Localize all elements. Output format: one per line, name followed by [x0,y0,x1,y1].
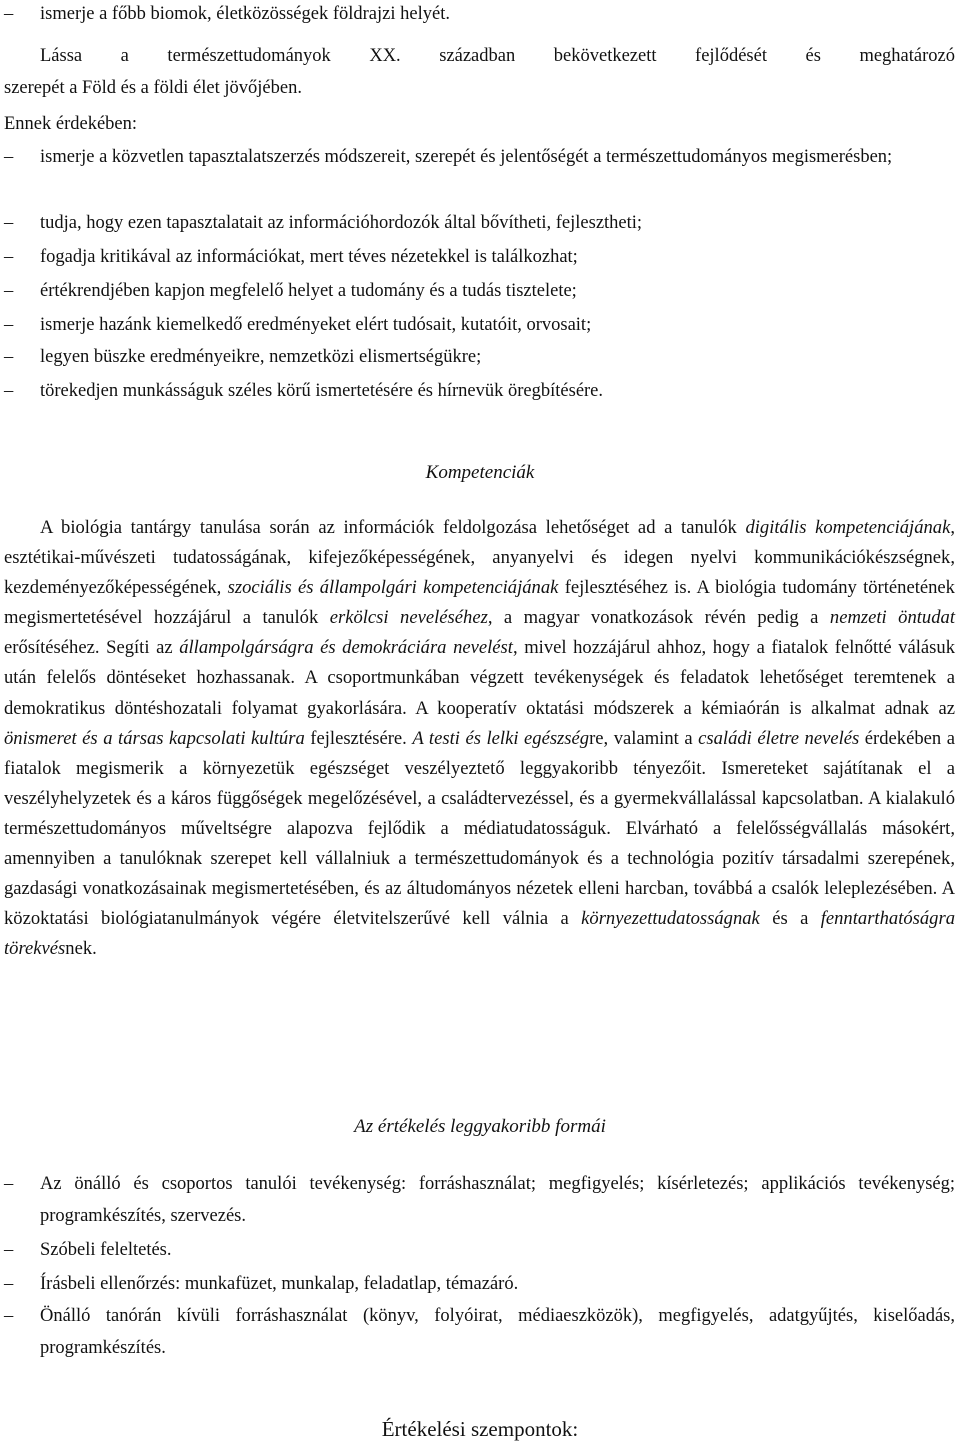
goal-text: fogadja kritikával az információkat, mert téves nézetekkel is találkozhat; [40,247,578,267]
goal-text: ismerje a közvetlen tapasztalatszerzés módszereit, szerepét és jelentőségét a természettudományos megismerésben; [40,147,893,167]
list-item-text: ismerje a főbb biomok, életközösségek földrajzi helyét. [40,4,450,24]
assessment-item [0,1168,955,1232]
emphasis-text: erkölcsi neveléséhez [329,607,488,629]
goal-item [0,141,955,173]
assessment-text: Önálló tanórán kívüli forráshasználat (könyv, folyóirat, médiaeszközök), megfigyelés, adatgyűjtés, kiselőadás, programkészítés. [40,1306,955,1358]
goal-text: törekedjen munkásságuk széles körű ismertetésére és hírnevük öregbítésére. [40,381,604,401]
paragraph-text: fejlesztésére. [304,727,413,749]
dash: – [4,247,14,267]
dash: – [4,147,14,167]
paragraph-text: , mivel hozzájárul ahhoz, hogy a fiatalok felnőtté válásuk után felelős döntéseket hozhassanak. A csoportmunkában végzett tevékenységek és feladatok lehetőséget teremtenek a demokratikus döntéshozatali folyamat gyakorlására. A kooperatív oktatási módszerek a kémiaórán is alkalmat adnak az [4,637,955,719]
goal-item [0,275,955,307]
goal-item [0,241,955,273]
emphasis-text: családi életre nevelés [698,727,860,749]
assessment-text: Szóbeli feleltetés. [40,1240,172,1260]
emphasis-text: önismeret és a társas kapcsolati kultúra [4,727,305,749]
paragraph-text: érdekében a fiatalok megismerik a környezetük egészséget veszélyeztető leggyakoribb tényezőit. Ismereteket sajátítanak el a veszélyhelyzetek és a káros függőségek megelőzésével, a családtervezéssel, és a gyermekvállalással kapcsolatban. A kialakuló természettudományos műveltségre alapozva fejlődik a médiatudatosságuk. Elvárható a felelősségvállalás másokért, amennyiben a tanulóknak szerepet kell vállalniuk a természettudományok és a technológia pozitív társadalmi szerepének, gazdasági vonatkozásainak megismertetésében, és az áltudományos nézetek elleni harcban, továbbá a csalók leleplezésében. A közoktatási biológiatanulmányok végére életvitelszerűvé kell válnia a [4,727,955,930]
paragraph-text: erősítéséhez. Segíti az [4,637,180,659]
emphasis-text: nemzeti öntudat [829,607,955,629]
paragraph-text: nek. [65,938,97,960]
goal-text: értékrendjében kapjon megfelelő helyet a tudomány és a tudás tisztelete; [40,281,577,301]
dash: – [4,1174,14,1194]
assessment-item [0,1268,955,1300]
emphasis-text: fenntarthatóságra törekvés [4,908,956,960]
intro-line-1: Lássa a természettudományok XX. században bekövetkezett fejlődését és meghatározó [40,46,955,66]
dash: – [4,213,14,233]
goal-item [0,207,955,239]
goal-item [0,341,955,373]
section-heading-szempontok: Értékelési szempontok: [381,1417,579,1441]
paragraph-text: és a [759,908,821,930]
dash: – [4,381,14,401]
dash: – [4,1306,14,1326]
assessment-item [0,1234,955,1266]
dash: – [4,4,14,24]
paragraph-text: , esztétikai-művészeti tudatosságának, kifejezőképességének, anyanyelvi és idegen nyelvi kommunikációkészségnek, kezdeményezőképességének, [4,517,955,599]
goal-item [0,375,955,407]
paragraph-text: , a magyar vonatkozások révén pedig a [487,607,830,629]
paragraph-text: A biológia tantárgy tanulása során az információk feldolgozása lehetőséget ad a tanulók [40,517,746,538]
section-heading-kompetenciak: Kompetenciák [425,462,535,483]
assessment-item [0,1300,955,1364]
dash: – [4,281,14,301]
emphasis-text: szociális és állampolgári kompetenciájának [227,577,559,599]
emphasis-text: környezettudatosságnak [581,908,760,930]
intro-line-2: szerepét a Föld és a földi élet jövőjében. [4,78,302,98]
ennek-label: Ennek érdekében: [4,114,138,134]
kompetenciak-paragraph [4,513,955,964]
dash: – [4,1274,14,1294]
list-item [0,0,955,30]
paragraph-text: re, valamint a [589,727,699,749]
dash: – [4,1240,14,1260]
goal-text: tudja, hogy ezen tapasztalatait az információhordozók által bővítheti, fejlesztheti; [40,213,643,233]
goal-item [0,309,955,341]
section-heading-ertekeles: Az értékelés leggyakoribb formái [354,1116,606,1137]
assessment-text: Az önálló és csoportos tanulói tevékenység: forráshasználat; megfigyelés; kísérletezés; applikációs tevékenység; programkészítés, szervezés. [40,1174,955,1226]
emphasis-text: állampolgárságra és demokráciára nevelést [179,637,513,659]
dash: – [4,347,14,367]
emphasis-text: digitális kompetenciájának [745,517,951,538]
emphasis-text: A testi és lelki egészség [412,727,590,749]
assessment-text: Írásbeli ellenőrzés: munkafüzet, munkalap, feladatlap, témazáró. [40,1274,519,1294]
goal-text: ismerje hazánk kiemelkedő eredményeket elért tudósait, kutatóit, orvosait; [40,315,592,335]
paragraph-text: fejlesztéséhez is. A biológia tudomány történetének megismertetésével hozzájárul a tanulók [4,577,955,629]
goal-text: legyen büszke eredményeikre, nemzetközi elismertségükre; [40,347,482,367]
dash: – [4,315,14,335]
